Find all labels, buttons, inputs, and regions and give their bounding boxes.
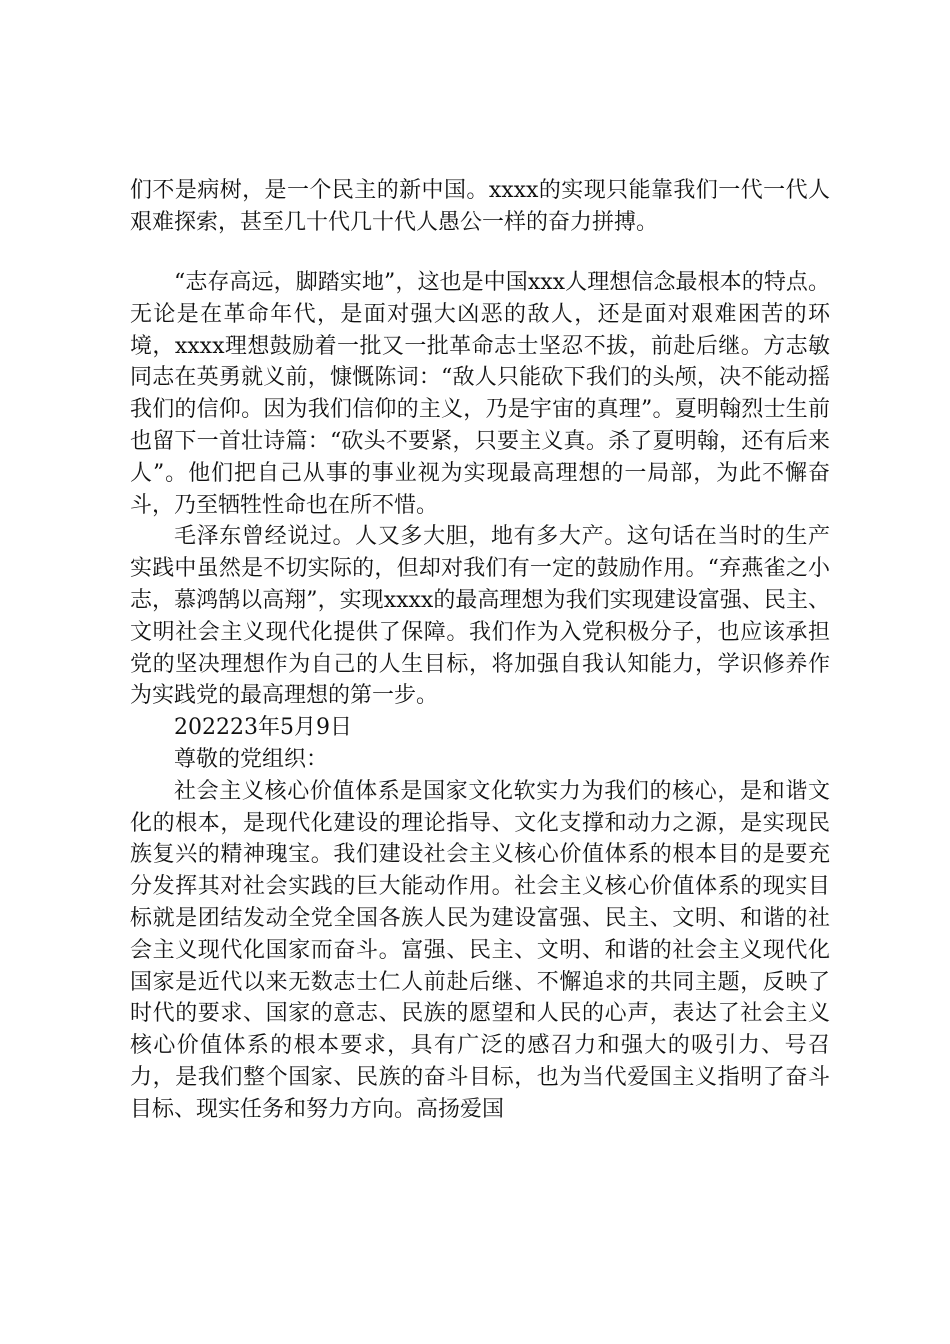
paragraph-mao-quote: 毛泽东曾经说过。人又多大胆，地有多大产。这句话在当时的生产实践中虽然是不切实际的，但却对我们有一定的鼓励作用。“弃燕雀之小志，慕鸿鹄以高翔”，实现xxxx的最高理想为我们实现建设富强、民主、文明社会主义现代化提供了保障。我们作为入党积极分子，也应该承担党的坚决理想作为自己的人生目标，将加强自我认知能力，学识修养作为实践党的最高理想的第一步。 (130, 524, 830, 709)
body-text (130, 267, 830, 1126)
continuation-block (130, 175, 830, 239)
paragraph-ideals: “志存高远，脚踏实地”，这也是中国xxx人理想信念最根本的特点。无论是在革命年代，是面对强大凶恶的敌人，还是面对艰难困苦的环境，xxxx理想鼓励着一批又一批革命志士坚忍不拔，前赴后继。方志敏同志在英勇就义前，慷慨陈词：“敌人只能砍下我们的头颅，决不能动摇我们的信仰。因为我们信仰的主义，乃是宇宙的真理”。夏明翰烈士生前也留下一首壮诗篇：“砍头不要紧，只要主义真。杀了夏明翰，还有后来人”。他们把自己从事的事业视为实现最高理想的一局部，为此不懈奋斗，乃至牺牲性命也在所不惜。 (130, 270, 830, 518)
salutation: 尊敬的党组织： (174, 746, 329, 772)
date-line: 202223年5月9日 (174, 715, 352, 741)
paragraph-core-values: 社会主义核心价值体系是国家文化软实力为我们的核心，是和谐文化的根本，是现代化建设的理论指导、文化支撑和动力之源，是实现民族复兴的精神瑰宝。我们建设社会主义核心价值体系的根本目的是要充分发挥其对社会实践的巨大能动作用。社会主义核心价值体系的现实目标就是团结发动全党全国各族人民为建设富强、民主、文明、和谐的社会主义现代化国家而奋斗。富强、民主、文明、和谐的社会主义现代化国家是近代以来无数志士仁人前赴后继、不懈追求的共同主题，反映了时代的要求、国家的意志、民族的愿望和人民的心声，表达了社会主义核心价值体系的根本要求，具有广泛的感召力和强大的吸引力、号召力，是我们整个国家、民族的奋斗目标，也为当代爱国主义指明了奋斗目标、现实任务和努力方向。高扬爱国 (130, 778, 830, 1122)
continuation-paragraph: 们不是病树，是一个民主的新中国。xxxx的实现只能靠我们一代一代人艰难探索，甚至几十代几十代人愚公一样的奋力拼搏。 (130, 178, 830, 235)
